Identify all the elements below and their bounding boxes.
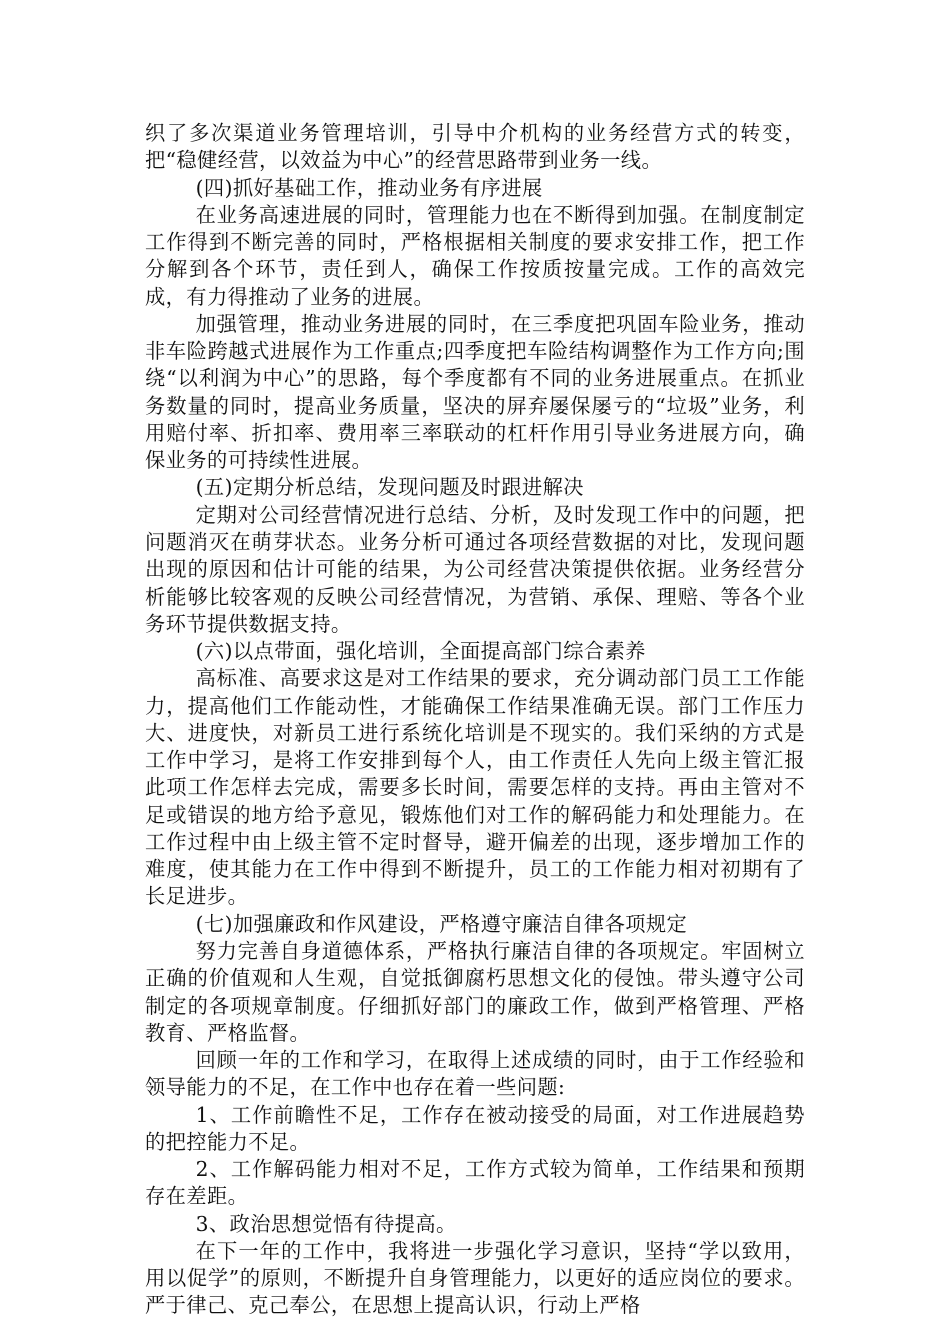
section-heading-6: (六)以点带面，强化培训，全面提高部门综合素养 [195,639,646,664]
paragraph: 回顾一年的工作和学习，在取得上述成绩的同时，由于工作经验和领导能力的不足，在工作中也存在着一些问题: [145,1048,805,1100]
paragraph: 定期对公司经营情况进行总结、分析，及时发现工作中的问题，把问题消灭在萌芽状态。业务分析可通过各项经营数据的对比，发现问题出现的原因和估计可能的结果，为公司经营决策提供依据。业务经营分析能够比较客观的反映公司经营情况，为营销、承保、理赔、等各个业务环节提供数据支持。 [145,502,805,636]
section-heading-5: (五)定期分析总结，发现问题及时跟进解决 [195,475,584,500]
paragraph: 高标准、高要求这是对工作结果的要求，充分调动部门员工工作能力，提高他们工作能动性，才能确保工作结果准确无误。部门工作压力大、进度快，对新员工进行系统化培训是不现实的。我们采纳的方式是工作中学习，是将工作安排到每个人，由工作责任人先向上级主管汇报此项工作怎样去完成，需要多长时间，需要怎样的支持。再由主管对不足或错误的地方给予意见，锻炼他们对工作的解码能力和处理能力。在工作过程中由上级主管不定时督导，避开偏差的出现，逐步增加工作的难度，使其能力在工作中得到不断提升，员工的工作能力相对初期有了长足进步。 [145,666,805,909]
paragraph: 努力完善自身道德体系，严格执行廉洁自律的各项规定。牢固树立正确的价值观和人生观，自觉抵御腐朽思想文化的侵蚀。带头遵守公司制定的各项规章制度。仔细抓好部门的廉政工作，做到严格管理、严格教育、严格监督。 [145,938,805,1045]
paragraph: 加强管理，推动业务进展的同时，在三季度把巩固车险业务，推动非车险跨越式进展作为工作重点;四季度把车险结构调整作为工作方向;围绕“以利润为中心”的思路，每个季度都有不同的业务进展重点。在抓业务数量的同时，提高业务质量，坚决的屏弃屡保屡亏的“垃圾”业务，利用赔付率、折扣率、费用率三率联动的杠杆作用引导业务进展方向，确保业务的可持续性进展。 [145,311,805,473]
paragraph: 在下一年的工作中，我将进一步强化学习意识，坚持“学以致用，用以促学”的原则，不断提升自身管理能力，以更好的适应岗位的要求。严于律己、克己奉公，在思想上提高认识，行动上严格 [145,1238,805,1318]
document-body [145,120,805,1320]
paragraph-continuation: 织了多次渠道业务管理培训，引导中介机构的业务经营方式的转变，把“稳健经营，以效益为中心”的经营思路带到业务一线。 [145,121,805,173]
section-heading-4: (四)抓好基础工作，推动业务有序进展 [195,175,543,200]
section-heading-7: (七)加强廉政和作风建设，严格遵守廉洁自律各项规定 [195,911,688,936]
paragraph: 在业务高速进展的同时，管理能力也在不断得到加强。在制度制定工作得到不断完善的同时，严格根据相关制度的要求安排工作，把工作分解到各个环节，责任到人，确保工作按质按量完成。工作的高效完成，有力得推动了业务的进展。 [145,202,805,309]
list-item-3: 3、政治思想觉悟有待提高。 [195,1211,457,1236]
list-item-2: 2、工作解码能力相对不足，工作方式较为简单，工作结果和预期存在差距。 [145,1157,805,1209]
list-item-1: 1、工作前瞻性不足，工作存在被动接受的局面，对工作进展趋势的把控能力不足。 [145,1102,805,1154]
